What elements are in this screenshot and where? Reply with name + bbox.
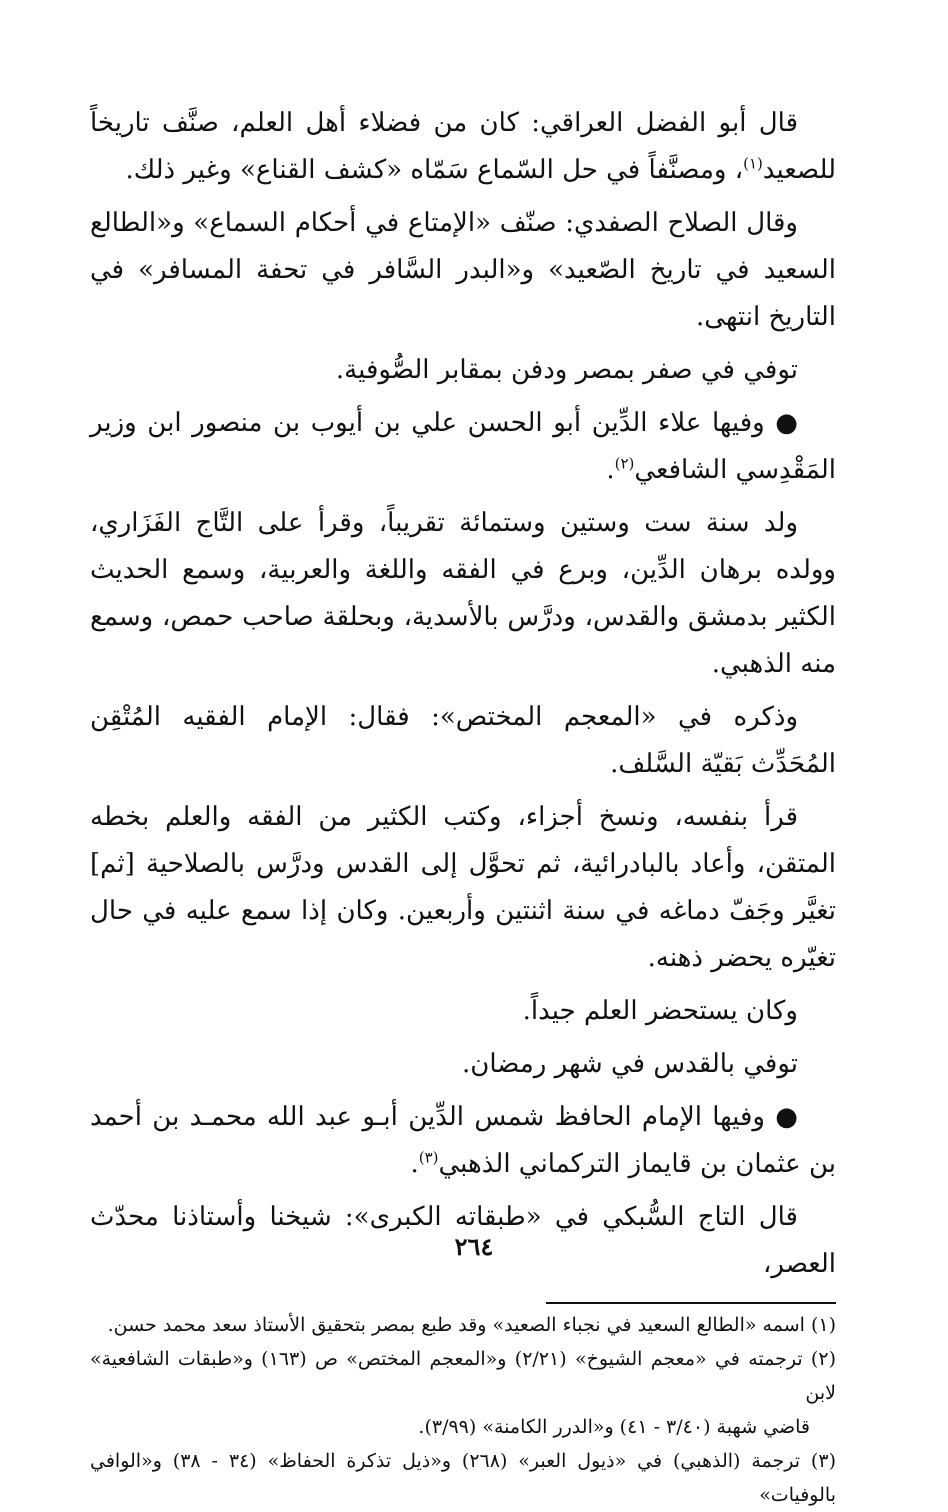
paragraph-1: قال أبو الفضل العراقي: كان من فضلاء أهل العلم، صنَّف تاريخاً للصعيد$^{(١)}$، ومصنَّفاً في حل السّماع سَمّاه «كشف القناع» وغير ذلك. [90, 108, 836, 185]
paragraph-2: وقال الصلاح الصفدي: صنّف «الإمتاع في أحكام السماع» و«الطالع السعيد في تاريخ الصّعيد» و«البدر السَّافر في تحفة المسافر» في التاريخ انتهى. [90, 208, 836, 332]
footnote-2: (٢) ترجمته في «معجم الشيوخ» (٢/٢١) و«المعجم المختص» ص (١٦٣) و«طبقات الشافعية» لابن قاضي شهبة (٣/٤٠ - ٤١) و«الدرر الكامنة» (٣/٩٩). [90, 1342, 836, 1444]
footnote-2-continuation: قاضي شهبة (٣/٤٠ - ٤١) و«الدرر الكامنة» (٣/٩٩). [418, 1416, 810, 1438]
footnote-1: (١) اسمه «الطالع السعيد في نجباء الصعيد» وقد طبع بمصر بتحقيق الأستاذ سعد محمد حسن. [107, 1314, 836, 1336]
footnote-ref-1[interactable]: (١) [743, 154, 763, 173]
paragraph-5: ولد سنة ست وستين وستمائة تقريباً، وقرأ على التَّاج الفَزَاري، وولده برهان الدِّين، وبرع في الفقه واللغة والعربية، وسمع الحديث الكثير بدمشق والقدس، ودرَّس بالأسدية، وبحلقة صاحب حمص، وسمع منه الذهبي. [90, 508, 836, 679]
paragraph-8: وكان يستحضر العلم جيداً. [522, 996, 798, 1026]
paragraph-9: توفي بالقدس في شهر رمضان. [462, 1049, 798, 1079]
footnote-3: (٣) ترجمة (الذهبي) في «ذيول العبر» (٢٦٨) و«ذيل تذكرة الحفاظ» (٣٤ - ٣٨) و«الوافي بالوفيات» [90, 1450, 836, 1506]
main-text [90, 100, 836, 1288]
bullet-entry-1: ● وفيها علاء الدِّين أبو الحسن علي بن أيوب بن منصور ابن وزير المَقْدِسي الشافعي$^{(٢)}$. [90, 408, 836, 485]
page-number: ٢٦٤ [454, 1232, 494, 1261]
footnote-ref-2[interactable]: (٢) [614, 454, 635, 473]
footnote-divider [546, 1302, 836, 1304]
footnotes [90, 1308, 836, 1512]
paragraph-6: وذكره في «المعجم المختص»: فقال: الإمام الفقيه المُتْقِن المُحَدِّث بَقيّة السَّلف. [90, 702, 836, 779]
bullet-entry-2: ● وفيها الإمام الحافظ شمس الدِّين أبـو عبد الله محمـد بن أحمد بن عثمان بن قايماز التركماني الذهبي$^{(٣)}$. [90, 1102, 836, 1179]
paragraph-3: توفي في صفر بمصر ودفن بمقابر الصُّوفية. [335, 355, 798, 385]
paragraph-11: قال التاج السُّبكي في «طبقاته الكبرى»: شيخنا وأستاذنا محدّث العصر، [90, 1202, 836, 1279]
footnote-ref-3[interactable]: (٣) [418, 1148, 439, 1167]
paragraph-7: قرأ بنفسه، ونسخ أجزاء، وكتب الكثير من الفقه والعلم بخطه المتقن، وأعاد بالبادرائية، ثم تحوَّل إلى القدس ودرَّس بالصلاحية [ثم] تغيَّر وجَفّ دماغه في سنة اثنتين وأربعين. وكان إذا سمع عليه في حال تغيّره يحضر ذهنه. [90, 802, 836, 973]
